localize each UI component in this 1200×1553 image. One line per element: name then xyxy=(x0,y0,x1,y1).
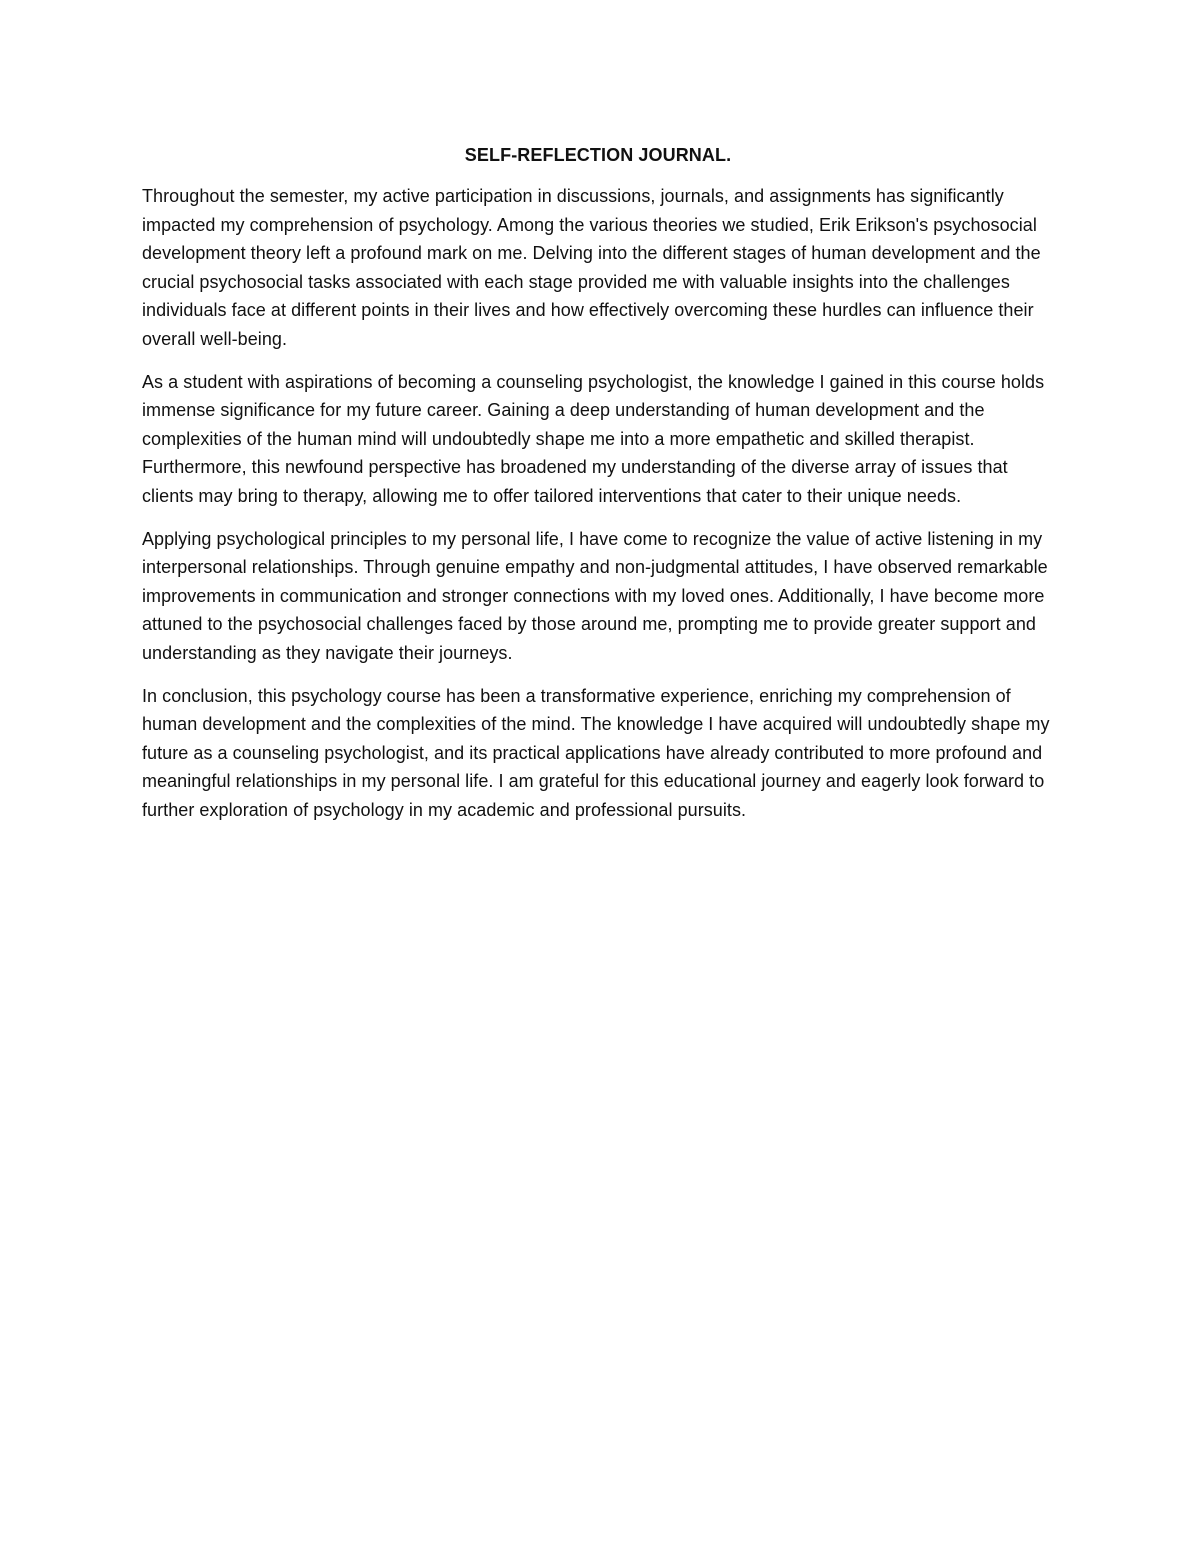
paragraph-1: Throughout the semester, my active participation in discussions, journals, and assignments has significantly impacted my comprehension of psychology. Among the various theories we studied, Erik Erikson's psychosocial development theory left a profound mark on me. Delving into the different stages of human development and the crucial psychosocial tasks associated with each stage provided me with valuable insights into the challenges individuals face at different points in their lives and how effectively overcoming these hurdles can influence their overall well-being. xyxy=(142,186,1041,349)
document-body xyxy=(142,142,1054,838)
paragraph-2: As a student with aspirations of becoming a counseling psychologist, the knowledge I gained in this course holds immense significance for my future career. Gaining a deep understanding of human development and the complexities of the human mind will undoubtedly shape me into a more empathetic and skilled therapist. Furthermore, this newfound perspective has broadened my understanding of the diverse array of issues that clients may bring to therapy, allowing me to offer tailored interventions that cater to their unique needs. xyxy=(142,371,1045,506)
document-title: SELF-REFLECTION JOURNAL. xyxy=(464,145,732,165)
paragraph-3: Applying psychological principles to my personal life, I have come to recognize the value of active listening in my interpersonal relationships. Through genuine empathy and non-judgmental attitudes, I have observed remarkable improvements in communication and stronger connections with my loved ones. Additionally, I have become more attuned to the psychosocial challenges faced by those around me, prompting me to provide greater support and understanding as they navigate their journeys. xyxy=(142,528,1048,663)
paragraph-4: In conclusion, this psychology course has been a transformative experience, enriching my comprehension of human development and the complexities of the mind. The knowledge I have acquired will undoubtedly shape my future as a counseling psychologist, and its practical applications have already contributed to more profound and meaningful relationships in my personal life. I am grateful for this educational journey and eagerly look forward to further exploration of psychology in my academic and professional pursuits. xyxy=(142,685,1050,820)
